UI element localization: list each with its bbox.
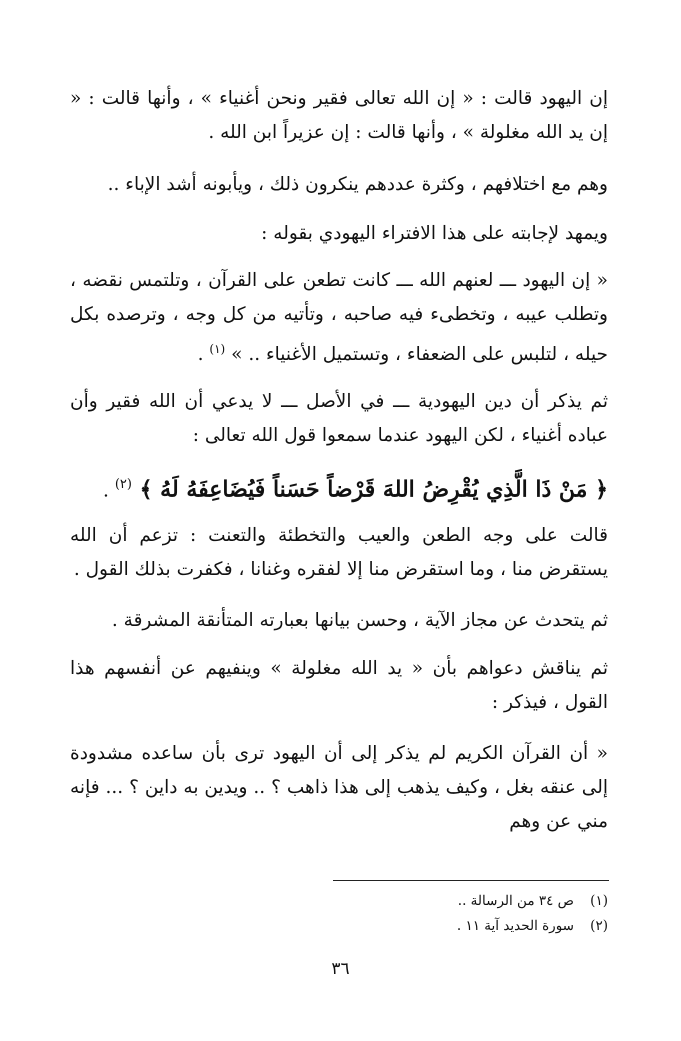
footnote-1-text: ص ٣٤ من الرسالة .. <box>457 893 574 909</box>
footnote-2-number: (٢) <box>590 918 608 934</box>
verse-tail: . <box>103 480 115 502</box>
paragraph-5: ثم يذكر أن دين اليهودية ـــ في الأصل ـــ لا يدعي أن الله فقير وأن عباده أغنياء ، لكن اليهود عندما سمعوا قول الله تعالى : <box>70 391 608 446</box>
quote-tail: . <box>197 344 210 366</box>
footnote-2-text: سورة الحديد آية ١١ . <box>456 918 574 934</box>
paragraph-9: « أن القرآن الكريم لم يذكر إلى أن اليهود ترى بأن ساعده مشدودة إلى عنقه بغل ، وكيف يذهب إلى هذا ذاهب ؟ .. ويدين به داين ؟ ... فإنه مني عن وهم <box>70 743 608 832</box>
footnote-ref-1: (١) <box>209 342 226 356</box>
quote-text: « إن اليهود ـــ لعنهم الله ـــ كانت تطعن على القرآن ، وتلتمس نقضه ، وتطلب عيبه ، وتخطىء فيه صاحبه ، وتأتيه من كل وجه ، وترصده بكل حيله ، لتلبس على الضعفاء ، وتستميل الأغنياء .. » <box>70 270 608 366</box>
footnote-1 <box>70 889 608 913</box>
footnote-divider <box>333 880 609 881</box>
verse-text: ﴿ مَنْ ذَا الَّذِي يُقْرِضُ اللهَ قَرْضاً حَسَناً فَيُضَاعِفَهُ لَهُ ﴾ <box>139 476 608 503</box>
paragraph-2: وهم مع اختلافهم ، وكثرة عددهم ينكرون ذلك ، ويأبونه أشد الإباء .. <box>107 174 608 195</box>
footnote-ref-2: (٢) <box>114 477 132 492</box>
paragraph-8: ثم يناقش دعواهم بأن « يد الله مغلولة » وينفيهم عن أنفسهم هذا القول ، فيذكر : <box>70 658 608 713</box>
paragraph-6: قالت على وجه الطعن والعيب والتخطئة والتعنت : تزعم أن الله يستقرض منا ، وما استقرض منا إلا لفقره وغنانا ، فكفرت بذلك القول . <box>70 525 608 580</box>
quran-verse <box>70 468 608 508</box>
footnote-2 <box>70 914 608 938</box>
footnote-1-number: (١) <box>590 893 608 909</box>
paragraph-3: ويمهد لإجابته على هذا الافتراء اليهودي بقوله : <box>261 223 608 244</box>
paragraph-7: ثم يتحدث عن مجاز الآية ، وحسن بيانها بعبارته المتأنقة المشرقة . <box>111 610 608 631</box>
page-number: ٣٦ <box>331 959 350 979</box>
paragraph-1: إن اليهود قالت : « إن الله تعالى فقير ونحن أغنياء » ، وأنها قالت : « إن يد الله مغلولة » ، وأنها قالت : إن عزيراً ابن الله . <box>70 88 608 143</box>
quote-paragraph <box>70 264 608 372</box>
